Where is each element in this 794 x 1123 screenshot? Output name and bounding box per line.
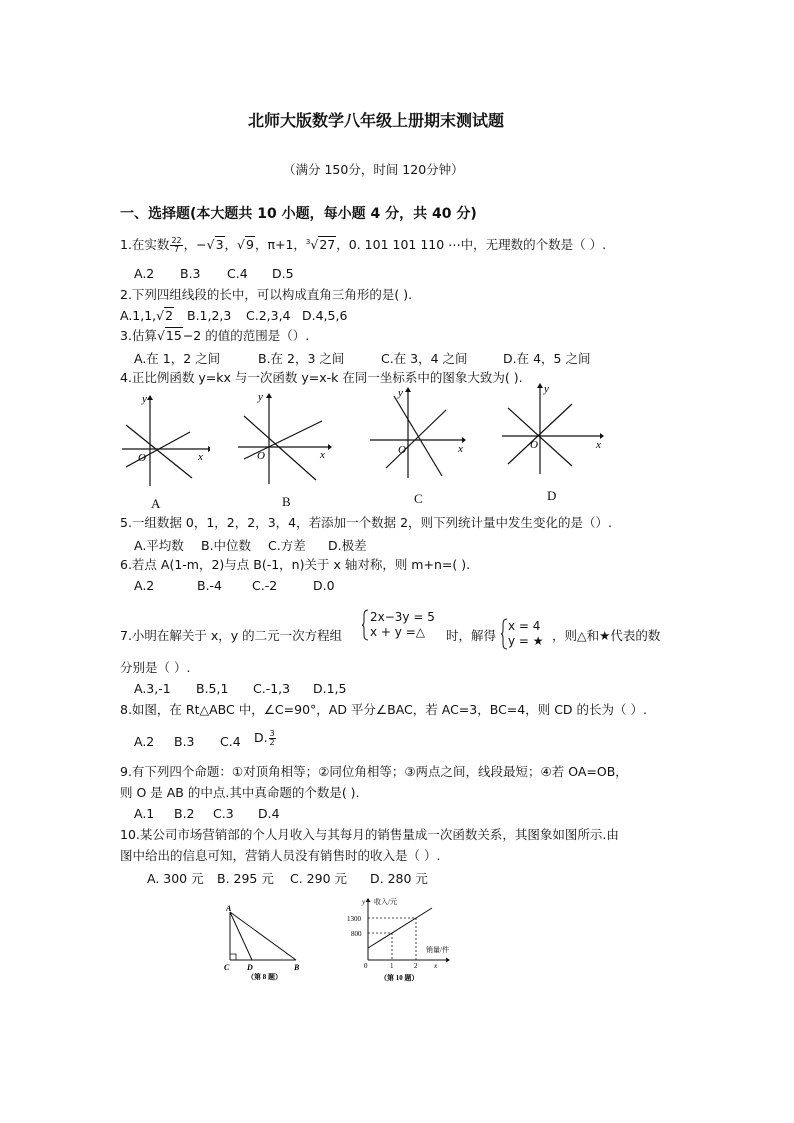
q7-prefix: 7.小明在解关于 x，y 的二元一次方程组 <box>120 628 343 643</box>
fig10-tick-1: 1 <box>390 962 394 970</box>
q7-option-a: A.3,-1 <box>134 681 171 696</box>
q3-option-c: C.在 3，4 之间 <box>381 351 468 366</box>
q5-option-a: A.平均数 <box>134 538 184 553</box>
q1-sqrt3: 3 <box>215 237 224 253</box>
graph-c-line-2 <box>386 410 446 468</box>
q1-part2: ，− <box>183 237 207 253</box>
q7-suffix: ，则△和★代表的数 <box>552 628 661 643</box>
q8-option-c: C.4 <box>220 734 241 749</box>
q7-option-c: C.-1,3 <box>253 681 291 696</box>
q7-option-b: B.5,1 <box>196 681 229 696</box>
q1-option-b: B.3 <box>180 266 201 281</box>
fig8-label-d: D <box>247 963 253 972</box>
graph-b-line-1 <box>244 416 316 480</box>
q2-option-d: D.4,5,6 <box>302 308 348 323</box>
graph-a-x-label: x <box>198 451 203 463</box>
fig10-tick-0: 0 <box>364 962 368 970</box>
graph-a-y-arrow <box>147 395 153 400</box>
graph-a-y-label: y <box>142 393 147 405</box>
q10-option-a: A. 300 元 <box>147 871 204 886</box>
q1-sqrt9: 9 <box>246 237 254 253</box>
q3-option-d: D.在 4，5 之间 <box>503 351 591 366</box>
q1-option-c: C.4 <box>227 266 248 281</box>
subtitle: （满分 150分，时间 120分钟） <box>283 162 464 177</box>
graph-b-x-label: x <box>320 449 325 461</box>
q9-option-d: D.4 <box>258 806 280 821</box>
graph-a-caption: A <box>151 496 161 511</box>
q8-option-d-prefix: D. <box>254 730 268 745</box>
q1-part3: ， <box>224 237 238 253</box>
q6-option-b: B.-4 <box>197 578 223 593</box>
graph-c-line-1 <box>394 396 442 476</box>
figure-8 <box>220 900 310 982</box>
fig8-bisector-ad <box>230 912 252 960</box>
graph-b-caption: B <box>282 494 291 509</box>
question-9-line1: 9.有下列四个命题：①对顶角相等；②同位角相等；③两点之间，线段最短；④若 OA=OB， <box>120 764 628 779</box>
q7-solution-brace <box>500 618 508 650</box>
q8-option-a: A.2 <box>134 734 155 749</box>
q5-option-b: B.中位数 <box>201 538 252 553</box>
q10-option-b: B. 295 元 <box>217 871 274 886</box>
fig8-caption: （第 8 题） <box>247 973 282 981</box>
fig8-right-angle <box>230 954 236 960</box>
q7-system-brace <box>361 609 369 641</box>
fig10-y-label: y <box>362 898 366 906</box>
q1-part4: ，π+1， <box>254 237 306 253</box>
q2-option-a-sqrt: 2 <box>165 308 174 323</box>
graph-b-x-arrow <box>328 444 332 450</box>
question-10-line2: 图中给出的信息可知，营销人员没有销售时的收入是（ ）. <box>120 848 441 863</box>
q1-frac-num: 22 <box>171 236 182 246</box>
fig10-y-title: 收入/元 <box>374 898 397 906</box>
question-5: 5.一组数据 0，1，2，2，3，4，若添加一个数据 2，则下列统计量中发生变化的是（）. <box>120 515 613 530</box>
graph-d-caption: D <box>547 488 557 503</box>
q6-option-c: C.-2 <box>252 578 278 593</box>
question-3: 3.估算√15−2 的值的范围是（）. <box>120 328 310 343</box>
graph-c-caption: C <box>414 491 423 506</box>
q6-option-a: A.2 <box>134 578 155 593</box>
q3-suffix: −2 的值的范围是（）. <box>182 328 310 343</box>
fig10-tick-1300: 1300 <box>347 915 361 923</box>
fig8-label-b: B <box>294 963 300 972</box>
q2-option-b: B.1,2,3 <box>187 308 232 323</box>
fig8-label-c: C <box>224 963 230 972</box>
q8-option-d-den: 2 <box>269 738 275 747</box>
graph-d <box>498 380 610 476</box>
q9-option-a: A.1 <box>134 806 155 821</box>
q2-option-a-prefix: A.1,1, <box>120 308 157 323</box>
graph-d-y-label: y <box>544 383 549 395</box>
graph-a-line-2 <box>126 425 192 478</box>
q10-option-d: D. 280 元 <box>370 871 428 886</box>
question-2: 2.下列四组线段的长中，可以构成直角三角形的是( ). <box>120 287 413 302</box>
graph-b <box>234 390 334 486</box>
q7-sol2: y = ★ <box>508 634 544 648</box>
q1-option-a: A.2 <box>134 266 155 281</box>
q7-sol1: x = 4 <box>508 619 541 633</box>
graph-a <box>118 392 210 488</box>
graph-d-origin: O <box>530 439 538 451</box>
question-6: 6.若点 A(1-m，2)与点 B(-1，n)关于 x 轴对称，则 m+n=( ). <box>120 557 471 572</box>
graph-c <box>366 384 470 480</box>
graph-a-origin: O <box>138 452 146 464</box>
q1-frac-den: 7 <box>173 245 180 255</box>
graph-b-origin: O <box>257 450 265 462</box>
question-10-line1: 10.某公司市场营销部的个人月收入与其每月的销售量成一次函数关系，其图象如图所示.由 <box>120 827 619 842</box>
q2-option-c: C.2,3,4 <box>246 308 291 323</box>
fig8-side-ab <box>230 912 296 960</box>
q7-line2: 分别是（ ）. <box>120 660 191 675</box>
graph-a-x-arrow <box>208 446 210 452</box>
graph-c-y-label: y <box>398 387 403 399</box>
q7-eq1: 2x−3y = 5 <box>370 610 435 624</box>
q8-option-d-num: 3 <box>269 729 275 738</box>
graph-c-origin: O <box>398 444 406 456</box>
q1-prefix: 1.在实数 <box>120 237 170 253</box>
q9-option-b: B.2 <box>174 806 195 821</box>
q1-cbrt27: 27 <box>319 237 336 253</box>
fig10-tick-2: 2 <box>414 962 418 970</box>
q1-cbrt-index: 3 <box>305 238 311 246</box>
q1-option-d: D.5 <box>272 266 294 281</box>
q3-option-a: A.在 1，2 之间 <box>134 351 221 366</box>
question-9-line2: 则 O 是 AB 的中点.其中真命题的个数是( ). <box>120 785 360 800</box>
q8-option-b: B.3 <box>174 734 195 749</box>
graph-d-y-arrow <box>537 383 543 388</box>
fig10-caption: （第 10 题） <box>380 974 419 982</box>
question-1: 1.在实数 $\frac{22}{7}$ ，−√3，√9，π+1，$^3$√27，0. 101 101 110 ⋯中，无理数的个数是（ ）. <box>120 236 607 255</box>
fig10-tick-800: 800 <box>351 930 362 938</box>
q10-option-c: C. 290 元 <box>290 871 348 886</box>
page-title: 北师大版数学八年级上册期末测试题 <box>248 111 505 130</box>
q3-option-b: B.在 2，3 之间 <box>258 351 345 366</box>
question-4: 4.正比例函数 y=kx 与一次函数 y=x-k 在同一坐标系中的图象大致为( ). <box>120 370 523 385</box>
q8-option-d <box>254 730 277 747</box>
fig10-x-arrow <box>446 958 450 963</box>
q5-option-c: C.方差 <box>268 538 306 553</box>
fig10-line <box>368 908 432 948</box>
graph-b-y-label: y <box>258 391 263 403</box>
section-heading: 一、选择题(本大题共 10 小题，每小题 4 分，共 40 分) <box>120 206 477 222</box>
q1-fraction <box>170 237 182 254</box>
fig10-x-title: 销量/件 <box>426 946 449 954</box>
graph-c-y-arrow <box>405 387 411 392</box>
q1-part5: ，0. 101 101 110 ⋯中，无理数的个数是（ ）. <box>336 237 607 253</box>
q2-option-a: A.1,1,√2 <box>120 308 174 323</box>
figure-10 <box>340 894 460 984</box>
fig10-x-label: x <box>434 962 438 970</box>
q9-option-c: C.3 <box>213 806 234 821</box>
q5-option-d: D.极差 <box>328 538 367 553</box>
q6-option-d: D.0 <box>313 578 335 593</box>
fig8-label-a: A <box>226 904 232 913</box>
graph-d-x-label: x <box>596 439 601 451</box>
q3-sqrt15: 15 <box>165 328 182 343</box>
graph-c-x-label: x <box>458 443 463 455</box>
fig10-y-arrow <box>366 898 371 902</box>
graph-b-y-arrow <box>266 393 272 398</box>
question-8: 8.如图，在 Rt△ABC 中，∠C=90°，AD 平分∠BAC，若 AC=3，BC=4，则 CD 的长为（ ）. <box>120 702 647 717</box>
q3-prefix: 3.估算 <box>120 328 157 343</box>
q7-mid: 时，解得 <box>446 628 497 643</box>
q7-eq2: x + y =△ <box>370 625 425 639</box>
q7-option-d: D.1,5 <box>313 681 347 696</box>
